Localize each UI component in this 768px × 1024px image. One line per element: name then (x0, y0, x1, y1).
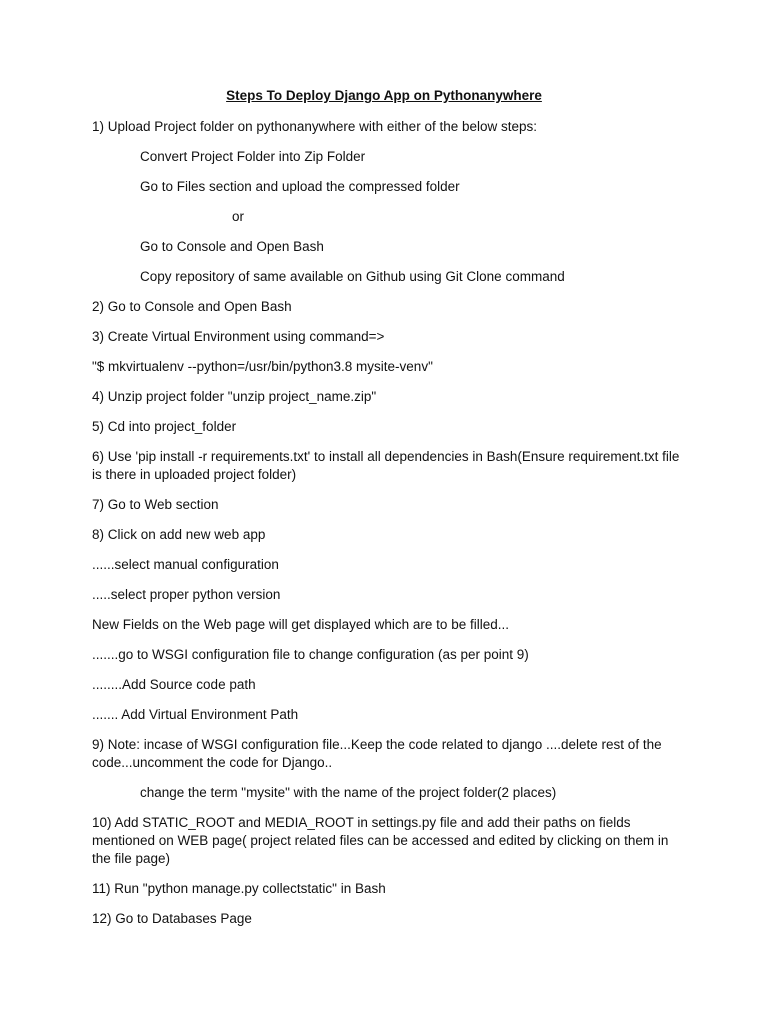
substep-python-version: .....select proper python version (92, 587, 281, 602)
substep-manual-config: ......select manual configuration (92, 557, 279, 572)
step-4: 4) Unzip project folder "unzip project_name.zip" (92, 389, 377, 404)
step-3: 3) Create Virtual Environment using command=> (92, 329, 385, 344)
mkvirtualenv-command: "$ mkvirtualenv --python=/usr/bin/python3.8 mysite-venv" (92, 359, 433, 374)
substep-rename-mysite: change the term "mysite" with the name of the project folder(2 places) (140, 785, 557, 800)
substep-source-path: ........Add Source code path (92, 677, 256, 692)
step-5: 5) Cd into project_folder (92, 419, 237, 434)
substep-venv-path: ....... Add Virtual Environment Path (92, 707, 299, 722)
substep-git-clone: Copy repository of same available on Github using Git Clone command (140, 269, 565, 284)
step-11: 11) Run "python manage.py collectstatic" in Bash (92, 881, 386, 896)
step-6: 6) Use 'pip install -r requirements.txt' to install all dependencies in Bash(Ensure requirement.txt file is there in uploaded project folder) (92, 449, 680, 482)
step-8: 8) Click on add new web app (92, 527, 266, 542)
substep-files-upload: Go to Files section and upload the compressed folder (140, 179, 460, 194)
step-7: 7) Go to Web section (92, 497, 219, 512)
substep-zip: Convert Project Folder into Zip Folder (140, 149, 366, 164)
step-12: 12) Go to Databases Page (92, 911, 252, 926)
new-fields-note: New Fields on the Web page will get displayed which are to be filled... (92, 617, 509, 632)
step-2: 2) Go to Console and Open Bash (92, 299, 292, 314)
step-10: 10) Add STATIC_ROOT and MEDIA_ROOT in settings.py file and add their paths on fields mentioned on WEB page( project related files can be accessed and edited by clicking on them in the file page) (92, 815, 669, 866)
substep-or: or (232, 209, 245, 224)
step-1: 1) Upload Project folder on pythonanywhere with either of the below steps: (92, 119, 538, 134)
substep-console-bash: Go to Console and Open Bash (140, 239, 324, 254)
step-9: 9) Note: incase of WSGI configuration file...Keep the code related to django ....delete rest of the code...uncomment the code for Django.. (92, 737, 662, 770)
substep-wsgi: .......go to WSGI configuration file to change configuration (as per point 9) (92, 647, 529, 662)
document-title: Steps To Deploy Django App on Pythonanywhere (226, 88, 542, 103)
